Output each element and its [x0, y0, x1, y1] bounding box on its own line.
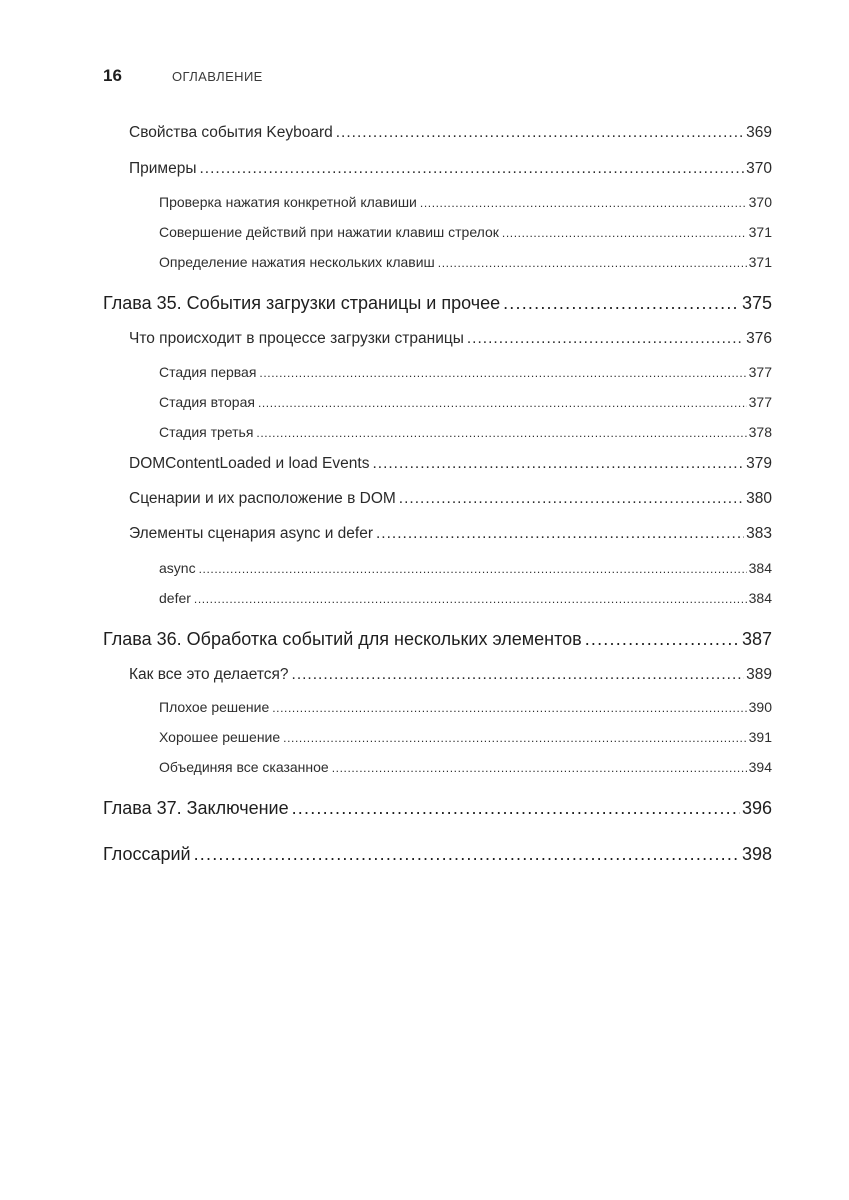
page-number: 16 — [103, 66, 122, 85]
toc-entry — [159, 729, 772, 745]
dot-leader — [336, 124, 744, 142]
toc-entry — [129, 330, 772, 348]
toc-entry-title: Как все это делается? — [129, 666, 292, 684]
toc-chapter — [103, 629, 772, 650]
toc-entry-page: 391 — [748, 729, 772, 745]
dot-leader — [258, 394, 747, 410]
toc-entry-page: 369 — [746, 124, 772, 141]
toc-entry-title: Глоссарий — [103, 844, 194, 865]
dot-leader — [283, 729, 746, 745]
dot-leader — [399, 490, 744, 508]
dot-leader — [585, 629, 740, 650]
section-title: ОГЛАВЛЕНИЕ — [172, 69, 263, 84]
toc-entry-title: Глава 36. Обработка событий для нескольких элементов — [103, 629, 585, 650]
dot-leader — [199, 560, 747, 576]
toc-entry-page: 371 — [748, 224, 772, 240]
toc-entry — [159, 194, 772, 210]
dot-leader — [194, 590, 747, 606]
toc-entry-title: DOMContentLoaded и load Events — [129, 455, 372, 473]
running-head — [103, 66, 263, 86]
toc-entry-page: 387 — [741, 629, 772, 649]
toc-entry-title: Плохое решение — [159, 699, 272, 715]
toc-entry — [129, 525, 772, 543]
toc-entry-page: 376 — [746, 330, 772, 347]
toc-entry-title: Глава 35. События загрузки страницы и прочее — [103, 293, 503, 314]
toc-entry-title: defer — [159, 590, 194, 606]
toc-entry-page: 390 — [748, 699, 772, 715]
toc-entry-title: Совершение действий при нажатии клавиш стрелок — [159, 224, 502, 240]
toc-entry-title: Стадия третья — [159, 424, 256, 440]
toc-chapter — [103, 844, 772, 865]
toc-entry-page: 371 — [748, 254, 772, 270]
toc-entry — [159, 560, 772, 576]
toc-entry — [129, 490, 772, 508]
toc-chapter — [103, 798, 772, 819]
dot-leader — [438, 254, 747, 270]
toc-entry-title: Примеры — [129, 160, 199, 178]
toc-entry-page: 384 — [748, 560, 772, 576]
toc-entry-page: 396 — [741, 798, 772, 818]
toc-entry — [159, 224, 772, 240]
toc-entry-title: Свойства события Keyboard — [129, 124, 336, 142]
toc-entry — [159, 699, 772, 715]
toc-entry-title: Что происходит в процессе загрузки страницы — [129, 330, 467, 348]
toc-entry-page: 375 — [741, 293, 772, 313]
dot-leader — [503, 293, 740, 314]
toc-entry-page: 377 — [748, 364, 772, 380]
dot-leader — [467, 330, 744, 348]
toc-entry-title: Стадия вторая — [159, 394, 258, 410]
toc-entry — [129, 455, 772, 473]
toc-entry-title: Сценарии и их расположение в DOM — [129, 490, 399, 508]
toc-entry-page: 378 — [748, 424, 772, 440]
toc-entry-page: 370 — [746, 160, 772, 177]
dot-leader — [292, 666, 745, 684]
toc-entry — [129, 124, 772, 142]
dot-leader — [256, 424, 746, 440]
toc-entry-page: 377 — [748, 394, 772, 410]
toc-entry-title: async — [159, 560, 199, 576]
toc-entry-title: Элементы сценария async и defer — [129, 525, 376, 543]
toc-entry — [159, 254, 772, 270]
toc-entry-page: 370 — [748, 194, 772, 210]
toc-entry-page: 383 — [746, 525, 772, 542]
dot-leader — [292, 798, 740, 819]
dot-leader — [332, 759, 747, 775]
dot-leader — [376, 525, 744, 543]
toc-entry-page: 379 — [746, 455, 772, 472]
dot-leader — [502, 224, 747, 240]
toc-entry-title: Проверка нажатия конкретной клавиши — [159, 194, 420, 210]
dot-leader — [199, 160, 744, 178]
toc-entry-page: 394 — [748, 759, 772, 775]
toc-entry — [159, 759, 772, 775]
dot-leader — [272, 699, 746, 715]
dot-leader — [420, 194, 747, 210]
toc-entry-title: Объединяя все сказанное — [159, 759, 332, 775]
toc-entry-title: Хорошее решение — [159, 729, 283, 745]
toc-entry-title: Стадия первая — [159, 364, 259, 380]
dot-leader — [259, 364, 746, 380]
toc-entry-page: 398 — [741, 844, 772, 864]
toc-entry — [159, 394, 772, 410]
toc-entry-page: 384 — [748, 590, 772, 606]
dot-leader — [372, 455, 744, 473]
toc-entry-title: Глава 37. Заключение — [103, 798, 292, 819]
toc-entry-page: 380 — [746, 490, 772, 507]
toc-chapter — [103, 293, 772, 314]
toc-entry — [159, 424, 772, 440]
toc-entry — [159, 364, 772, 380]
dot-leader — [194, 844, 740, 865]
toc-entry-title: Определение нажатия нескольких клавиш — [159, 254, 438, 270]
toc-entry — [129, 666, 772, 684]
toc-entry — [129, 160, 772, 178]
toc-entry-page: 389 — [746, 666, 772, 683]
toc-entry — [159, 590, 772, 606]
